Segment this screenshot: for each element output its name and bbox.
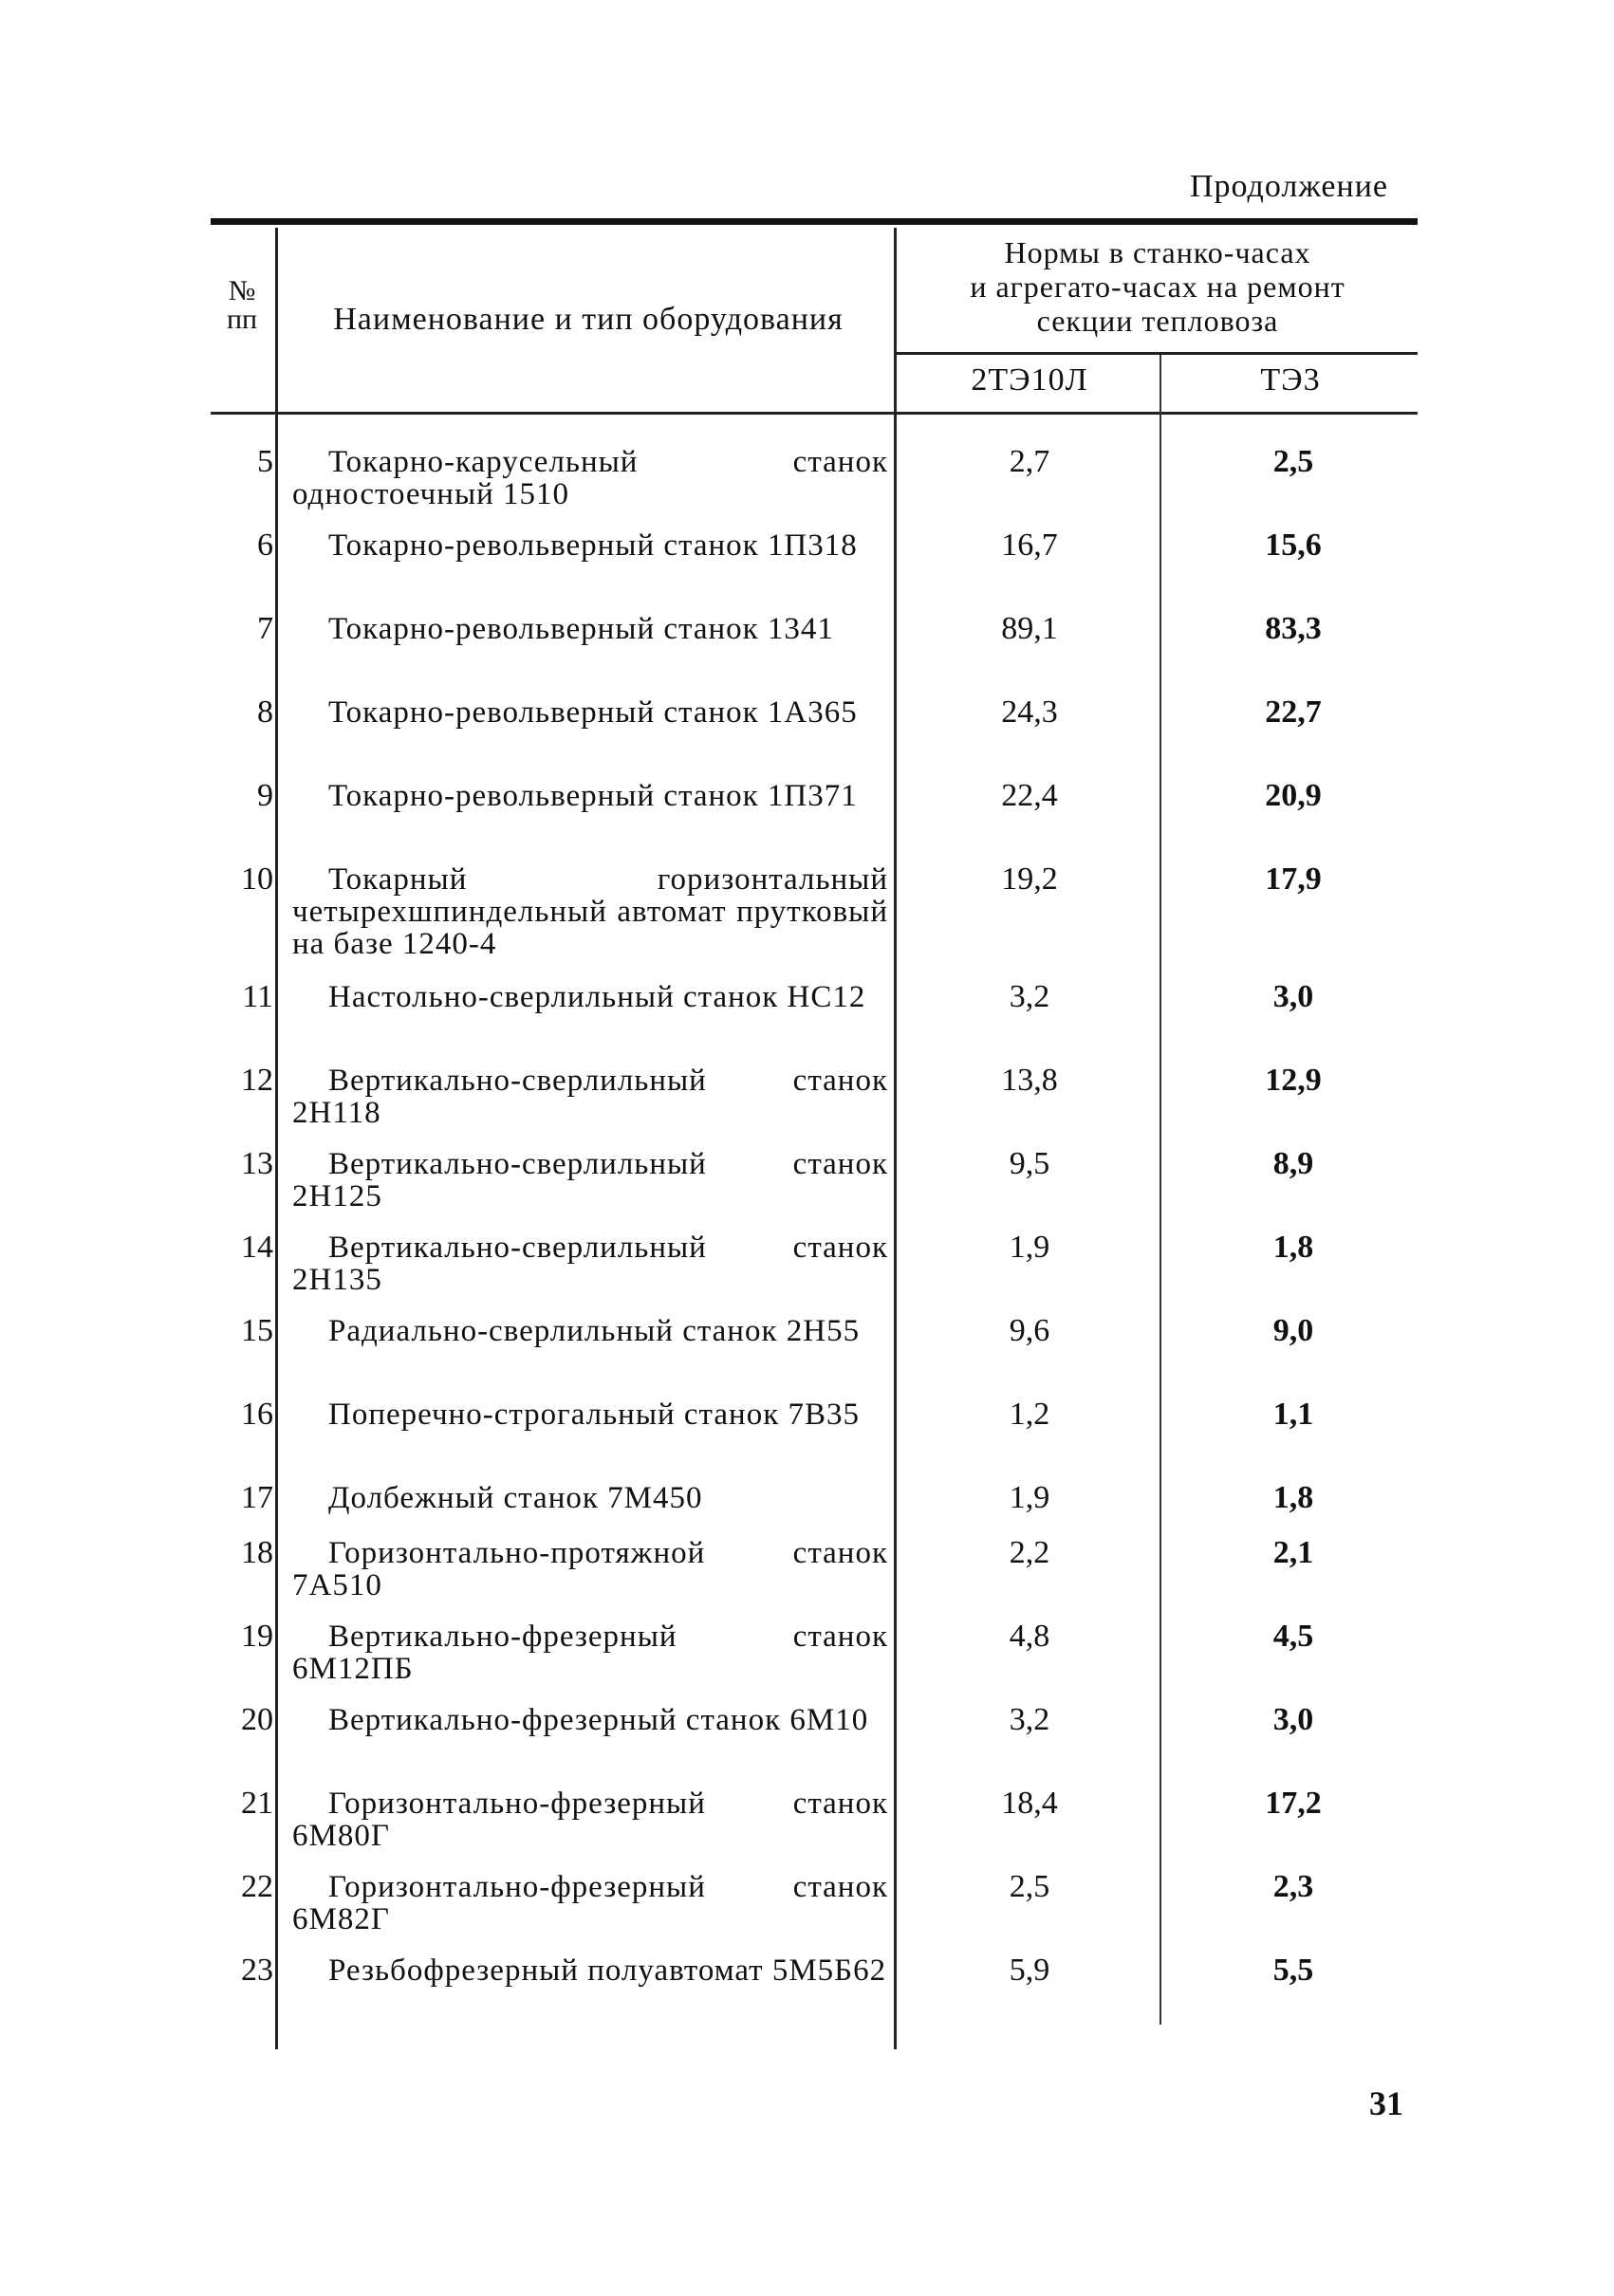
row-equipment-name: Вертикально-сверлильный станок 2Н125: [292, 1147, 888, 1213]
row-value-te3: 2,1: [1272, 1535, 1314, 1570]
row-value-te3: 83,3: [1265, 611, 1322, 646]
continuation-label: Продолжение: [1189, 169, 1388, 204]
row-equipment-name: Горизонтально-фрезерный станок 6М80Г: [292, 1787, 888, 1853]
header-norms-line3: секции тепловоза: [1036, 304, 1279, 338]
row-value-te3: 5,5: [1272, 1953, 1314, 1988]
row-number: 21: [241, 1786, 273, 1821]
header-col-2te10l: 2ТЭ10Л: [971, 362, 1088, 398]
header-norms-line1: Нормы в станко-часах: [1004, 235, 1311, 269]
header-bottom-rule: [211, 412, 1418, 415]
table-row: [211, 1954, 1418, 2038]
row-value-2te10l: 3,2: [1009, 979, 1050, 1014]
table-row: [211, 446, 1418, 529]
row-number: 6: [257, 528, 273, 563]
row-value-te3: 3,0: [1272, 1702, 1314, 1737]
row-number: 22: [241, 1869, 273, 1904]
row-equipment-name: Настольно-сверлильный станок НС12: [328, 980, 866, 1014]
row-equipment-name: Токарно-револьверный станок 1А365: [328, 695, 858, 730]
row-equipment-name: Долбежный станок 7М450: [328, 1481, 703, 1515]
row-value-2te10l: 5,9: [1009, 1953, 1050, 1988]
row-value-te3: 8,9: [1272, 1146, 1314, 1181]
row-value-te3: 1,1: [1272, 1397, 1314, 1432]
row-equipment-name: Токарно-револьверный станок 1П371: [328, 779, 858, 813]
row-equipment-name: Токарно-револьверный станок 1П318: [328, 528, 858, 563]
header-equipment-name: Наименование и тип оборудования: [333, 302, 844, 337]
table-row: [211, 1398, 1418, 1482]
row-number: 7: [257, 611, 273, 646]
row-value-2te10l: 22,4: [1001, 778, 1058, 813]
row-value-2te10l: 4,8: [1009, 1619, 1050, 1654]
header-norms: [901, 235, 1414, 338]
page-number: 31: [1369, 2084, 1403, 2122]
table-row: [211, 1482, 1418, 1537]
row-number: 23: [241, 1953, 273, 1988]
table-row: [211, 1231, 1418, 1315]
row-equipment-name: Токарно-револьверный станок 1341: [328, 612, 834, 646]
row-value-te3: 17,9: [1265, 861, 1322, 897]
table-row: [211, 981, 1418, 1065]
row-value-2te10l: 2,7: [1009, 444, 1050, 479]
row-equipment-name: Вертикально-сверлильный станок 2Н135: [292, 1231, 888, 1297]
row-value-te3: 20,9: [1265, 778, 1322, 813]
row-number: 5: [257, 444, 273, 479]
row-value-te3: 2,5: [1272, 444, 1314, 479]
header-norms-line2: и агрегато-часах на ремонт: [970, 269, 1345, 304]
row-equipment-name: Поперечно-строгальный станок 7В35: [328, 1398, 860, 1432]
row-value-2te10l: 18,4: [1001, 1786, 1058, 1821]
header-col-te3: ТЭ3: [1260, 362, 1321, 398]
table-row: [211, 696, 1418, 780]
row-value-te3: 17,2: [1265, 1786, 1322, 1821]
table-row: [211, 1315, 1418, 1398]
row-value-2te10l: 1,2: [1009, 1397, 1050, 1432]
row-equipment-name: Токарно-карусельный станок одностоечный 1510: [292, 445, 888, 511]
header-number: [211, 277, 273, 334]
table-row: [211, 1620, 1418, 1704]
table-row: [211, 1871, 1418, 1954]
row-number: 18: [241, 1535, 273, 1570]
row-value-te3: 12,9: [1265, 1063, 1322, 1098]
row-equipment-name: Вертикально-сверлильный станок 2Н118: [292, 1064, 888, 1130]
row-value-2te10l: 9,6: [1009, 1313, 1050, 1348]
row-value-te3: 3,0: [1272, 979, 1314, 1014]
row-number: 8: [257, 694, 273, 730]
row-value-2te10l: 2,2: [1009, 1535, 1050, 1570]
row-value-te3: 1,8: [1272, 1480, 1314, 1515]
row-value-2te10l: 89,1: [1001, 611, 1058, 646]
table-row: [211, 1704, 1418, 1787]
row-equipment-name: Вертикально-фрезерный станок 6М12ПБ: [292, 1620, 888, 1686]
row-value-2te10l: 1,9: [1009, 1230, 1050, 1265]
row-value-2te10l: 24,3: [1001, 694, 1058, 730]
row-value-te3: 2,3: [1272, 1869, 1314, 1904]
row-value-te3: 15,6: [1265, 528, 1322, 563]
row-equipment-name: Горизонтально-протяжной станок 7А510: [292, 1536, 888, 1602]
row-value-2te10l: 1,9: [1009, 1480, 1050, 1515]
header-number-symbol: №: [228, 275, 256, 306]
row-value-2te10l: 3,2: [1009, 1702, 1050, 1737]
row-value-te3: 22,7: [1265, 694, 1322, 730]
row-number: 11: [242, 979, 273, 1014]
row-equipment-name: Токарный горизонтальный четырехшпиндельный автомат прутковый на базе 1240-4: [292, 862, 888, 961]
row-equipment-name: Резьбофрезерный полуавтомат 5М5Б62: [328, 1953, 887, 1988]
table-top-rule: [211, 218, 1418, 225]
row-number: 10: [241, 861, 273, 897]
row-number: 16: [241, 1397, 273, 1432]
table-body: [211, 446, 1418, 2038]
table-row: [211, 1065, 1418, 1148]
row-equipment-name: Радиально-сверлильный станок 2Н55: [328, 1314, 861, 1348]
row-value-2te10l: 9,5: [1009, 1146, 1050, 1181]
table-row: [211, 1537, 1418, 1620]
row-number: 15: [241, 1313, 273, 1348]
row-value-te3: 1,8: [1272, 1230, 1314, 1265]
table-row: [211, 613, 1418, 696]
table-row: [211, 1148, 1418, 1231]
row-number: 14: [241, 1230, 273, 1265]
row-value-2te10l: 13,8: [1001, 1063, 1058, 1098]
row-number: 13: [241, 1146, 273, 1181]
row-value-te3: 4,5: [1272, 1619, 1314, 1654]
table-row: [211, 1787, 1418, 1871]
row-number: 19: [241, 1619, 273, 1654]
row-equipment-name: Горизонтально-фрезерный станок 6М82Г: [292, 1870, 888, 1936]
row-number: 12: [241, 1063, 273, 1098]
table-row: [211, 780, 1418, 863]
row-number: 17: [241, 1480, 273, 1515]
header-number-abbrev: пп: [226, 304, 258, 335]
row-equipment-name: Вертикально-фрезерный станок 6М10: [328, 1703, 869, 1737]
row-number: 9: [257, 778, 273, 813]
table-row: [211, 529, 1418, 613]
row-value-2te10l: 16,7: [1001, 528, 1058, 563]
row-number: 20: [241, 1702, 273, 1737]
row-value-2te10l: 19,2: [1001, 861, 1058, 897]
subheader-rule: [897, 352, 1418, 355]
table-row: [211, 863, 1418, 981]
row-value-2te10l: 2,5: [1009, 1869, 1050, 1904]
row-value-te3: 9,0: [1272, 1313, 1314, 1348]
